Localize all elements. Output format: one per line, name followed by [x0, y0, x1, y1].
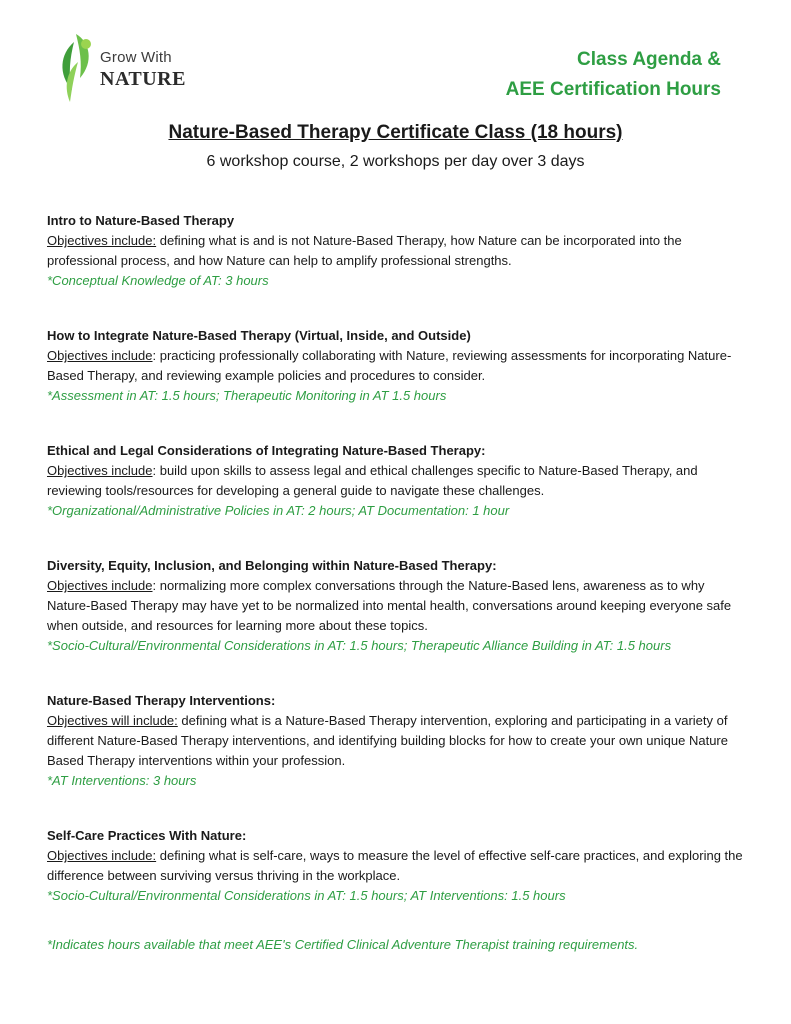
objectives-label: Objectives include:: [47, 848, 157, 863]
workshop-title: How to Integrate Nature-Based Therapy (Virtual, Inside, and Outside): [47, 328, 471, 343]
workshop-section: [47, 326, 747, 406]
header-line-1: Class Agenda &: [577, 49, 721, 70]
leaf-figure-icon: [56, 32, 100, 104]
workshop-objectives: [47, 711, 747, 771]
header-line-2: AEE Certification Hours: [505, 79, 721, 100]
workshop-hours: *Conceptual Knowledge of AT: 3 hours: [47, 273, 269, 288]
objectives-label: Objectives include: [47, 578, 153, 593]
workshop-objectives: [47, 231, 747, 271]
workshop-section: [47, 211, 747, 291]
workshop-title: Intro to Nature-Based Therapy: [47, 213, 235, 228]
workshop-hours: *Socio-Cultural/Environmental Considerations in AT: 1.5 hours; Therapeutic Alliance Building in AT: 1.5 hours: [47, 638, 672, 653]
objectives-label: Objectives include: [47, 348, 153, 363]
header-title: [506, 45, 721, 105]
workshop-objectives: [47, 846, 747, 886]
workshop-section: [47, 441, 747, 521]
objectives-label: Objectives include:: [47, 233, 157, 248]
objectives-label: Objectives include: [47, 463, 153, 478]
page-title: Nature-Based Therapy Certificate Class (18 hours): [168, 122, 623, 143]
workshop-list: [47, 211, 747, 941]
logo-text-bottom: NATURE: [100, 68, 186, 90]
workshop-objectives: [47, 576, 747, 636]
objectives-text: defining what is and is not Nature-Based Therapy, how Nature can be incorporated into the professional process, and how Nature can help to amplify professional strengths.: [47, 233, 682, 268]
workshop-hours: *Assessment in AT: 1.5 hours; Therapeutic Monitoring in AT 1.5 hours: [47, 388, 447, 403]
workshop-title: Nature-Based Therapy Interventions:: [47, 693, 276, 708]
workshop-section: [47, 826, 747, 906]
logo: [56, 32, 196, 104]
workshop-hours: *AT Interventions: 3 hours: [47, 773, 197, 788]
page-subtitle: 6 workshop course, 2 workshops per day over 3 days: [206, 153, 585, 170]
footnote: *Indicates hours available that meet AEE's Certified Clinical Adventure Therapist training requirements.: [47, 937, 639, 952]
objectives-text: : practicing professionally collaborating with Nature, reviewing assessments for incorporating Nature-Based Therapy, and reviewing example policies and procedures to consider.: [47, 348, 732, 383]
objectives-text: defining what is self-care, ways to measure the level of effective self-care practices, and exploring the difference between surviving versus thriving in the workplace.: [47, 848, 743, 883]
objectives-label: Objectives will include:: [47, 713, 178, 728]
objectives-text: : normalizing more complex conversations through the Nature-Based lens, awareness as to why Nature-Based Therapy may have yet to be normalized into mental health, conversations around keeping everyone safe when outside, and resources for learning more about these topics.: [47, 578, 732, 633]
workshop-hours: *Socio-Cultural/Environmental Considerations in AT: 1.5 hours; AT Interventions: 1.5 hours: [47, 888, 566, 903]
workshop-hours: *Organizational/Administrative Policies in AT: 2 hours; AT Documentation: 1 hour: [47, 503, 510, 518]
workshop-title: Ethical and Legal Considerations of Integrating Nature-Based Therapy:: [47, 443, 486, 458]
workshop-objectives: [47, 461, 747, 501]
workshop-title: Self-Care Practices With Nature:: [47, 828, 247, 843]
objectives-text: defining what is a Nature-Based Therapy intervention, exploring and participating in a variety of different Nature-Based Therapy interventions, and identifying building blocks for how to create your own unique Nature Based Therapy interventions within your profession.: [47, 713, 728, 768]
workshop-title: Diversity, Equity, Inclusion, and Belonging within Nature-Based Therapy:: [47, 558, 497, 573]
logo-text-top: Grow With: [100, 49, 172, 66]
workshop-section: [47, 691, 747, 791]
workshop-objectives: [47, 346, 747, 386]
workshop-section: [47, 556, 747, 656]
objectives-text: : build upon skills to assess legal and ethical challenges specific to Nature-Based Therapy, and reviewing tools/resources for developing a general guide to navigate these challenges.: [47, 463, 698, 498]
